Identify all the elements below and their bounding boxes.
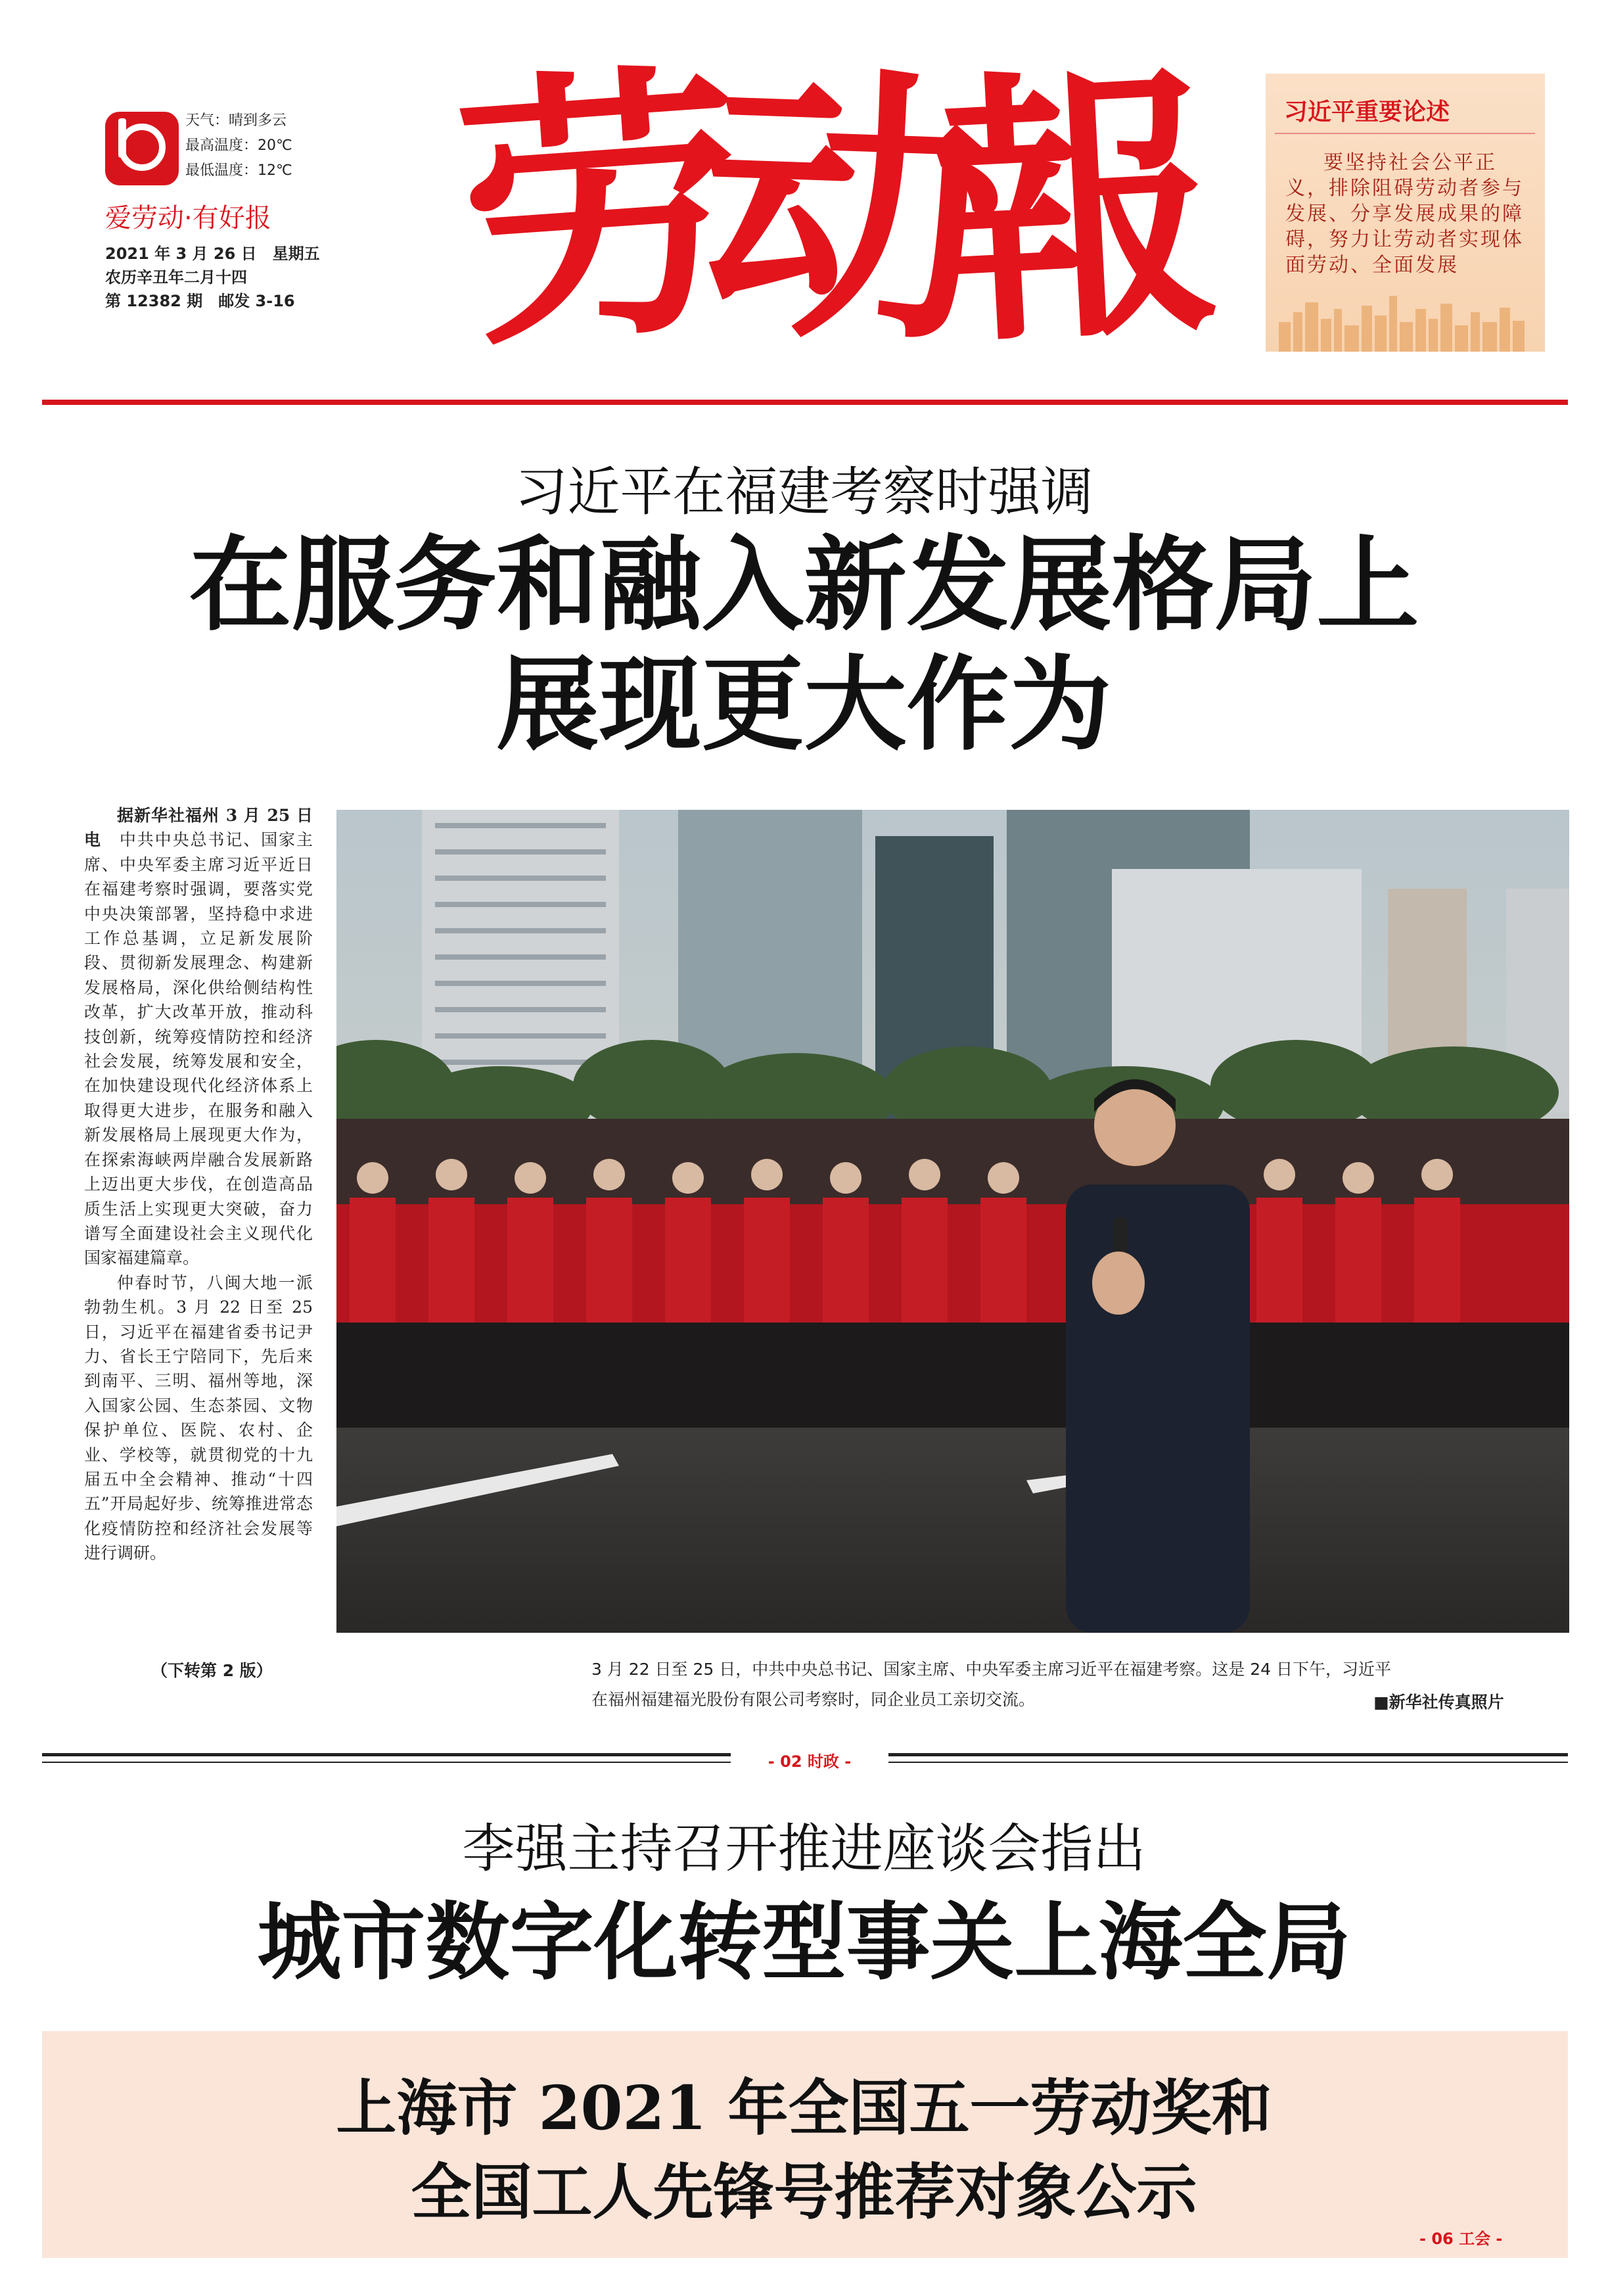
title-char-1: 劳 — [448, 34, 754, 386]
issue-date: 2021 年 3 月 26 日 星期五 — [105, 245, 320, 263]
lead-headline-line2[interactable]: 展现更大作为 — [496, 644, 1112, 764]
title-char-3: 報 — [925, 37, 1224, 383]
notice-line1[interactable]: 上海市 2021 年全国五一劳动奖和 — [336, 2073, 1272, 2144]
lead-kicker[interactable]: 习近平在福建考察时强调 — [515, 461, 1093, 523]
newspaper-title — [448, 34, 1224, 386]
weather-high-temp: 最高温度：20℃ — [185, 137, 292, 154]
slogan: 爱劳动·有好报 — [105, 203, 271, 233]
newspaper-logo-icon — [105, 112, 179, 185]
quote-box-text: 要坚持社会公平正义，排除阻碍劳动者参与发展、分享发展成果的障碍，努力让劳动者实现体面劳动、全面发展 — [1285, 151, 1524, 277]
lead-dateline: 据新华社福州 3 月 25 日电 — [84, 806, 313, 850]
weather-condition: 天气：晴到多云 — [185, 112, 287, 129]
masthead-rule — [42, 400, 1568, 405]
lead-photo[interactable] — [336, 810, 1569, 1633]
quote-box-title: 习近平重要论述 — [1284, 98, 1450, 126]
continued-link[interactable]: （下转第 2 版） — [151, 1661, 273, 1680]
quote-box-divider — [1275, 133, 1535, 134]
jump-label-06[interactable]: - 06 工会 - — [1419, 2230, 1503, 2248]
lead-paragraph-2: 仲春时节，八闽大地一派勃勃生机。3 月 22 日至 25 日，习近平在福建省委书记尹力、省长王宁陪同下，先后来到南平、三明、福州等地，深入国家公园、生态茶园、文物保护单位、医院、农村、企业、学校等，就贯彻党的十九届五中全会精神、推动“十四五”开局起好步、统筹推进常态化疫情防控和经济社会发展等进行调研。 — [84, 1273, 313, 1563]
quote-box[interactable] — [1266, 74, 1545, 352]
photo-caption-line2: 在福州福建福光股份有限公司考察时，同企业员工亲切交流。 — [591, 1690, 1036, 1709]
lead-body-text — [84, 803, 313, 1566]
second-kicker[interactable]: 李强主持召开推进座谈会指出 — [462, 1818, 1146, 1879]
second-headline[interactable]: 城市数字化转型事关上海全局 — [257, 1893, 1351, 1992]
jump-label-02[interactable]: - 02 时政 - — [731, 1748, 888, 1771]
photo-credit: ■新华社传真照片 — [1373, 1693, 1504, 1712]
lunar-date: 农历辛丑年二月十四 — [105, 268, 247, 287]
title-char-2: 动 — [697, 39, 992, 381]
photo-caption-line1: 3 月 22 日至 25 日，中共中央总书记、国家主席、中央军委主席习近平在福建考察。这是 24 日下午，习近平 — [591, 1660, 1391, 1679]
weather-low-temp: 最低温度：12℃ — [185, 162, 292, 179]
lead-headline-line1[interactable]: 在服务和融入新发展格局上 — [189, 525, 1419, 645]
notice-line2[interactable]: 全国工人先锋号推荐对象公示 — [411, 2157, 1197, 2228]
lead-paragraph-1: 中共中央总书记、国家主席、中央军委主席习近平近日在福建考察时强调，要落实党中央决策部署，坚持稳中求进工作总基调，立足新发展阶段、贯彻新发展理念、构建新发展格局，深化供给侧结构性改革，扩大改革开放，推动科技创新，统筹疫情防控和经济社会发展，统筹发展和安全，在加快建设现代化经济体系上取得更大进步，在服务和融入新发展格局上展现更大作为，在探索海峡两岸融合发展新路上迈出更大步伐，在创造高品质生活上实现更大突破，奋力谱写全面建设社会主义现代化国家福建篇章。 — [84, 830, 313, 1268]
issue-number: 第 12382 期 邮发 3-16 — [105, 292, 295, 310]
city-skyline-icon — [1266, 289, 1545, 352]
